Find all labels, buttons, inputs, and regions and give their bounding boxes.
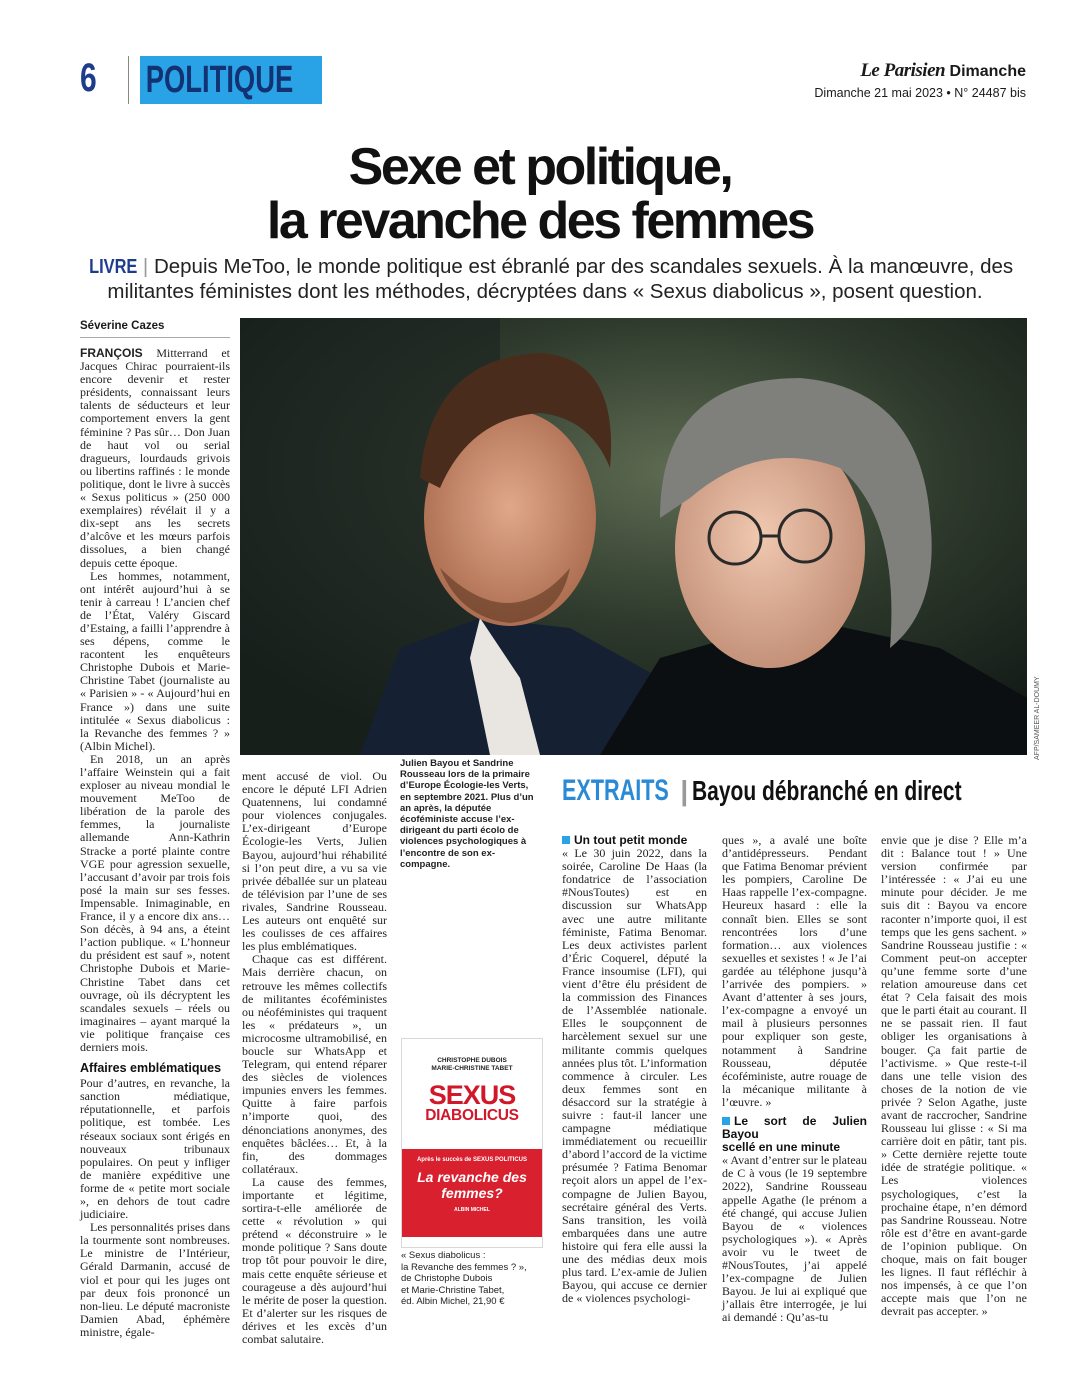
book-author: MARIE-CHRISTINE TABET <box>431 1065 513 1072</box>
standfirst-kicker: LIVRE <box>88 255 138 278</box>
photo-caption: Julien Bayou et Sandrine Rousseau lors de la primaire d’Europe Écologie-les Verts, en septembre 2021. Plus d’un an après, la députée écoféministe accuse l’ex-dirigeant du parti écolo de violences psychologiques à l’encontre de son ex-compagne. <box>400 758 534 870</box>
byline-rule <box>80 337 230 338</box>
book-tagline: Après le succès de SEXUS POLITICUS <box>416 1157 528 1163</box>
photo-credit: AFP/SAMEER AL-DOUMY <box>1034 676 1041 760</box>
standfirst-text: Depuis MeToo, le monde politique est ébranlé par des scandales sexuels. À la manœuvre, des militantes féministes dont les méthodes, décryptées dans « Sexus diabolicus », posent question. <box>107 255 1014 303</box>
photo-illustration <box>240 318 1027 755</box>
byline: Séverine Cazes <box>80 320 165 332</box>
masthead-logo: Le Parisien <box>860 60 946 81</box>
paragraph: envie que je dise ? Elle m’a dit : Balance tout ! » Une version confirmée par l’intéressée : « J’ai eu une minute pour décider. Je me suis dit : Bayou va encore raconter n’importe quoi, il est temps que les gens sachent. » Sandrine Rousseau justifie : « Comment peut-on accepter qu’une femme sorte d’une relation amoureuse dans cet état ? Cela faisait des mois que le parti était au courant. Il ne se passait rien. Il faut obliger les organisations à bouger. Ça fait partie de l’activisme. » Que reste-t-il dans une telle vision des choses de la notion de vie privée ? Selon Agathe, juste avant de raccrocher, Sandrine Rousseau lui glisse : « Si ma carrière doit en pâtir, tant pis. » Cette dernière rejette toute idée de stratégie politique. « Les violences psychologiques, c’est la prochaine étape, n’en démord pas Sandrine Rousseau. Notre rôle est d’être en avant-garde de l’opinion publique. On choque, mais on fait bouger les lignes. Il faut réfléchir à nos impensés, à ce que l’on accepte mais que l’on ne devrait pas accepter. » <box>881 833 1027 1319</box>
book-caption-line: et Marie-Christine Tabet, <box>401 1284 505 1296</box>
paragraph: En 2018, un an après l’affaire Weinstein qui a fait exploser au niveau mondial le mouvement MeToo de libération de la parole des femmes, la journaliste allemande Ann-Kathrin Stracke a porté plainte contre VGE pour agression sexuelle, l’accusant d’avoir par trois fois posé la main sur ses fesses. Impensable. Inimaginable, en France, il y a encore dix ans… Son décès, à 94 ans, a éteint l’action publique. « L’honneur du président est sauf », notent Christophe Dubois et Marie-Christine Tabet dans cet ouvrage, où ils décryptent les scandales sexuels – réels ou imaginaires – ayant marqué la vie politique française ces derniers mois. <box>80 751 230 1054</box>
extraits-heading <box>562 774 1052 808</box>
paragraph-text: Mitterrand et Jacques Chirac pourraient-ils encore devenir et rester présidents, connaissant leurs talents de séducteurs et leur comportement envers la gent féminine ? Pas sûr… Don Juan de haut vol ou serial dragueurs, lourdauds grivois ou libertins raffinés : le monde politique, dont le livre à succès « Sexus politicus » (250 000 exemplaires) révélait il y a dix-sept ans les secrets d’alcôve et les mœurs parfois dissolues, a bien changé depuis cette époque. <box>80 346 230 570</box>
book-author: CHRISTOPHE DUBOIS <box>437 1057 507 1064</box>
lead-word: FRANÇOIS <box>80 346 143 360</box>
masthead <box>814 60 1026 100</box>
article-column-1 <box>80 347 230 1339</box>
extraits-separator: | <box>680 775 689 806</box>
extraits-column-1 <box>562 834 707 1305</box>
extraits-subheading <box>722 1115 867 1154</box>
issue-info: Dimanche 21 mai 2023 • N° 24487 bis <box>814 86 1026 100</box>
book-caption-line: éd. Albin Michel, 21,90 € <box>401 1296 505 1307</box>
book-caption-line: « Sexus diabolicus : <box>401 1250 486 1261</box>
paragraph: La cause des femmes, importante et légitime, sortira-t-elle améliorée de cette « révolution » qui prétend « déconstruire » le monde politique ? Sans doute trop tôt pour pouvoir le dire, mais cette enquête sérieuse et courageuse a dès aujourd’hui le mérite de poser la question. Et d’alerter sur les risques de dérives et les excès d’un combat salutaire. <box>242 1174 387 1347</box>
section-label: POLITIQUE <box>145 59 294 101</box>
square-bullet-icon <box>722 1117 730 1125</box>
section-rubric[interactable] <box>140 56 322 104</box>
subheading: Affaires emblématiques <box>80 1061 222 1076</box>
book-title-line: DIABOLICUS <box>425 1107 519 1124</box>
book-caption <box>401 1250 541 1308</box>
book-caption-line: la Revanche des femmes ? », <box>401 1261 527 1273</box>
subheading-text: scellé en une minute <box>722 1140 841 1155</box>
article-column-2 <box>242 770 387 1346</box>
book-title-line: SEXUS <box>428 1080 516 1110</box>
page-number: 6 <box>80 56 97 100</box>
paragraph: Les personnalités prises dans la tourmente sont nombreuses. Le ministre de l’Intérieur, Gérald Darmanin, accusé de viol et pour qui les juges ont par deux fois prononcé un non-lieu. Le député macroniste Damien Abad, éphémère ministre, égale- <box>80 1220 230 1339</box>
article-photo <box>240 318 1027 755</box>
header-divider <box>128 56 129 104</box>
square-bullet-icon <box>562 836 570 844</box>
book-authors <box>402 1057 542 1073</box>
extraits-title: Bayou débranché en direct <box>692 775 962 806</box>
paragraph: Les hommes, notamment, ont intérêt aujourd’hui à se tenir à carreau ! L’ancien chef de l’État, Valéry Giscard d’Estaing, a failli l’apprendre à ses dépens, comme le racontent les enquêteurs Christophe Dubois et Marie-Christine Tabet (journaliste au « Parisien » - « Aujourd’hui en France ») dans une suite intitulée « Sexus diabolicus : la Revanche des femmes ? » (Albin Michel). <box>80 568 230 753</box>
subheading-text: Un tout petit monde <box>574 833 688 847</box>
subheading-text: Le sort de Julien Bayou <box>722 1113 867 1142</box>
issue-number: N° 24487 bis <box>954 86 1026 100</box>
book-publisher: ALBIN MICHEL <box>454 1207 490 1213</box>
kicker-separator: | <box>142 255 149 278</box>
paragraph: « Le 30 juin 2022, dans la soirée, Caroline De Haas (la fondatrice de l’association #NousToutes) est en discussion sur WhatsApp avec une autre militante féministe, Fatima Benomar. Les deux activistes parlent d’Éric Coquerel, député la France insoumise (LFI), qui vient d’être élu président de la commission des Finances de l’Assemblée nationale. Elles le soupçonnent de harcèlement sexuel sur une militante commis quelques années plus tôt. L’information commence à circuler. Les deux femmes sont en désaccord sur la stratégie à suivre : faut-il lancer une campagne médiatique immédiatement ou recueillir d’abord l’accord de la victime présumée ? Fatima Benomar reçoit alors un appel de l’ex-compagne de Julien Bayou, secrétaire général des Verts. Sans transition, les voilà embarquées dans une autre histoire qui fera elle aussi la une des médias deux mois plus tard. L’ex-amie de Julien Bayou, qui accuse ce dernier de « violences psychologi- <box>562 846 707 1306</box>
paragraph: « Avant d’entrer sur le plateau de C à vous (le 19 septembre 2022), Sandrine Rousseau appelle Agathe (le prénom a été changé, qui accuse Julien Bayou de « violences psychologiques »). « Après avoir vu le tweet de #NousToutes, j’ai appelé l’ex-compagne de Julien Bayou. Je lui ai expliqué que j’allais être interrogée, je lui ai demandé : Qu’as-tu <box>722 1153 867 1325</box>
paragraph: Pour d’autres, en revanche, la sanction médiatique, réputationnelle, et parfois politique, est tombée. Les réseaux sociaux sont érigés en nouveaux tribunaux populaires. On peut y infliger de manière expéditive une forme de « petite mort sociale », en dehors de tout cadre judiciaire. <box>80 1076 230 1222</box>
book-caption-line: de Christophe Dubois <box>401 1273 493 1284</box>
extraits-column-2 <box>722 834 867 1324</box>
book-band <box>402 1149 542 1237</box>
paragraph: ques », a avalé une boîte d’antidépresseurs. Pendant que Fatima Benomar prévient les pompiers, Caroline De Haas rappelle l’ex-compagne. Heureux hasard : elle la connaît bien. Elles se sont rencontrées lors d’une formation… aux violences sexuelles et sexistes ! « Je l’ai gardée au téléphone jusqu’à l’arrivée des pompiers. » Avant d’attenter à ses jours, l’ex-compagne a envoyé un mail à plusieurs personnes pour expliquer son geste, notamment à Sandrine Rousseau, députée écoféministe, autre rouage de la mécanique militante à l’œuvre. » <box>722 833 867 1109</box>
masthead-edition: Dimanche <box>949 63 1026 80</box>
book-cover[interactable] <box>401 1038 543 1248</box>
paragraph: ment accusé de viol. Ou encore le député LFI Adrien Quatennens, lui condamné pour violences conjugales. L’ex-dirigeant d’Europe Écologie-les Verts, Julien Bayou, aujourd’hui réhabilité si l’on peut dire, a vu sa vie privée déballée sur un plateau de télévision par l’une de ses rivales, Sandrine Rousseau. Les auteurs ont enquêté sur les coulisses de ces affaires les plus emblématiques. <box>242 769 387 954</box>
extraits-kicker: EXTRAITS <box>562 774 669 807</box>
headline-line-2: la revanche des femmes <box>266 192 814 250</box>
headline-line-1: Sexe et politique, <box>348 138 732 196</box>
extraits-column-3 <box>881 834 1027 1318</box>
book-subtitle: La revanche des femmes? <box>417 1169 527 1201</box>
paragraph <box>80 347 230 570</box>
standfirst <box>70 254 1020 304</box>
book-title <box>402 1080 542 1125</box>
headline <box>60 140 1020 248</box>
paragraph: Chaque cas est différent. Mais derrière chacun, on retrouve les mêmes collectifs de militantes écoféministes ou néoféministes qui traquent les « prédateurs », un microcosme ultramobilisé, en boucle sur WhatsApp et Telegram, qui entend réparer des siècles de violences impunies envers les femmes. Quitte à faire parfois n’importe quoi, des dénonciations anonymes, des enquêtes bâclées… Et, à la fin, des dommages collatéraux. <box>242 952 387 1176</box>
issue-date: Dimanche 21 mai 2023 <box>814 86 943 100</box>
